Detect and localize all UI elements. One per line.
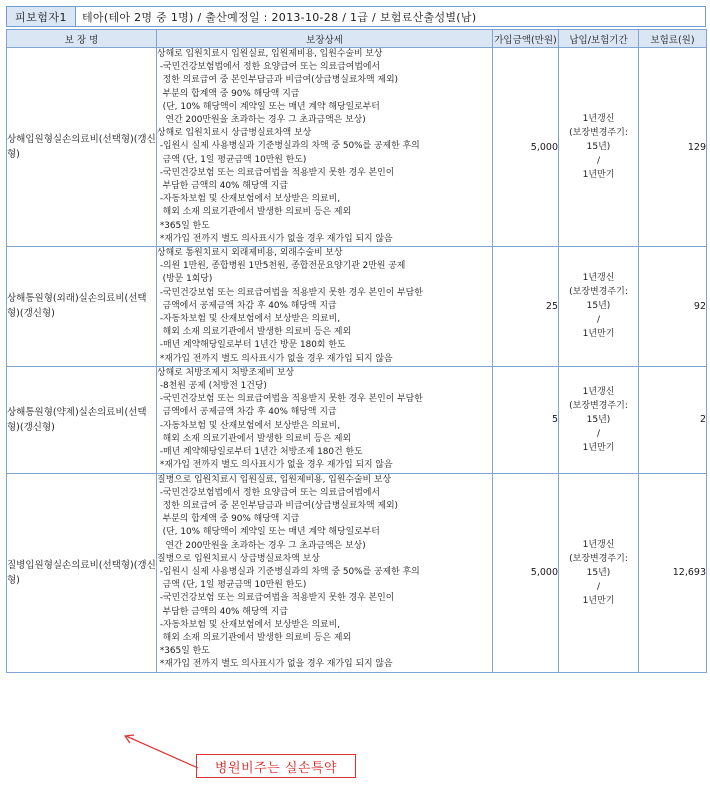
coverage-name: 상해입원형실손의료비(선택형)(갱신형)	[7, 48, 157, 247]
coverage-amount: 5	[493, 366, 559, 473]
column-header-coverage-name: 보 장 명	[7, 30, 157, 48]
coverage-period	[559, 48, 639, 247]
detail-line: -매년 계약해당일로부터 1년간 처방조제 180건 한도	[157, 447, 363, 458]
detail-line: 해외 소재 의료기관에서 발생한 의료비 등은 제외	[157, 433, 352, 444]
period-line: 1년갱신	[582, 114, 615, 125]
coverage-period	[559, 247, 639, 367]
table-row	[7, 247, 707, 367]
detail-line: 부담한 금액의 40% 해당액 지급	[157, 606, 288, 617]
coverage-detail	[157, 247, 493, 367]
insured-info: 테아(테아 2명 중 1명) / 출산예정일 : 2013-10-28 / 1급 / 보험료산출성별(남)	[82, 10, 477, 24]
detail-line: 연간 200만원을 초과하는 경우 그 초과금액은 보상)	[157, 540, 366, 551]
detail-line: *재가입 전까지 별도 의사표시가 없을 경우 재가입 되지 않음	[157, 353, 393, 364]
arrow-icon	[118, 730, 208, 780]
detail-line: -국민건강보험 또는 의료급여법을 적용받지 못한 경우 본인이	[157, 593, 395, 604]
detail-line: 정한 의료급여 중 본인부담금과 비급여(상급병실료차액 제외)	[157, 500, 399, 511]
coverage-amount: 5,000	[493, 473, 559, 672]
table-header-row	[7, 30, 707, 48]
coverage-period	[559, 473, 639, 672]
coverage-amount: 5,000	[493, 48, 559, 247]
coverage-premium: 129	[639, 48, 707, 247]
coverage-name: 상해통원형(약제)실손의료비(선택형)(갱신형)	[7, 366, 157, 473]
column-header-period: 납입/보험기간	[559, 30, 639, 48]
detail-line: 부분의 합계액 중 90% 해당액 지급	[157, 88, 300, 99]
detail-line: 부분의 합계액 중 90% 해당액 지급	[157, 514, 300, 525]
period-line: (보장변경주기:	[569, 400, 628, 411]
detail-line: 금액 (단, 1일 평균금액 10만원 한도)	[157, 154, 307, 165]
period-line: /	[596, 156, 601, 167]
detail-line: *재가입 전까지 별도 의사표시가 없을 경우 재가입 되지 않음	[157, 659, 393, 670]
coverage-document	[6, 6, 706, 673]
coverage-name: 상해통원형(외래)실손의료비(선택형)(갱신형)	[7, 247, 157, 367]
period-line: /	[596, 581, 601, 592]
period-line: (보장변경주기:	[569, 287, 628, 298]
detail-line: -국민건강보험 또는 의료급여법을 적용받지 못한 경우 본인이	[157, 167, 395, 178]
detail-line: -자동차보험 및 산재보험에서 보상받은 의료비,	[157, 314, 341, 325]
column-header-amount: 가입금액(만원)	[493, 30, 559, 48]
detail-line: -8천원 공제 (처방전 1건당)	[157, 381, 267, 392]
detail-line: 금액에서 공제금액 차감 후 40% 해당액 지급	[157, 300, 337, 311]
coverage-amount: 25	[493, 247, 559, 367]
coverage-detail	[157, 48, 493, 247]
period-line: 1년만기	[582, 595, 615, 606]
coverage-detail	[157, 366, 493, 473]
period-line: 1년갱신	[582, 386, 615, 397]
coverage-table	[6, 29, 707, 673]
detail-line: 금액 (단, 1일 평균금액 10만원 한도)	[157, 580, 307, 591]
detail-line: *재가입 전까지 별도 의사표시가 없을 경우 재가입 되지 않음	[157, 233, 393, 244]
detail-line: (단, 10% 해당액이 계약일 또는 매년 계약 해당일로부터	[157, 101, 380, 112]
column-header-premium: 보험료(원)	[639, 30, 707, 48]
detail-line: 질병으로 입원치료시 상급병실료차액 보상	[157, 553, 320, 564]
detail-line: -국민건강보험 또는 의료급여법을 적용받지 못한 경우 본인이 부담한	[157, 394, 423, 405]
period-line: 15년)	[586, 414, 611, 425]
detail-line: 연간 200만원을 초과하는 경우 그 초과금액은 보상)	[157, 115, 366, 126]
detail-line: -의원 1만원, 종합병원 1만5천원, 종합전문요양기관 2만원 공제	[157, 261, 406, 272]
annotation-note: 병원비주는 실손특약	[196, 754, 356, 778]
coverage-detail	[157, 473, 493, 672]
insured-header	[6, 6, 706, 27]
detail-line: -입원시 실제 사용병실과 기준병실과의 차액 중 50%를 공제한 후의	[157, 141, 420, 152]
detail-line: -자동차보험 및 산재보험에서 보상받은 의료비,	[157, 420, 341, 431]
period-line: 15년)	[586, 301, 611, 312]
coverage-premium: 92	[639, 247, 707, 367]
detail-line: -국민건강보험법에서 정한 요양급여 또는 의료급여법에서	[157, 62, 381, 73]
period-line: 1년갱신	[582, 539, 615, 550]
detail-line: 상해로 입원치료시 상급병실료차액 보상	[157, 128, 312, 139]
detail-line: 금액에서 공제금액 차감 후 40% 해당액 지급	[157, 407, 337, 418]
detail-line: 상해로 입원치료시 입원실료, 입원제비용, 입원수술비 보상	[157, 49, 383, 59]
detail-line: 부담한 금액의 40% 해당액 지급	[157, 181, 288, 192]
detail-line: -자동차보험 및 산재보험에서 보상받은 의료비,	[157, 619, 341, 630]
coverage-table-body	[7, 48, 707, 673]
period-line: /	[596, 315, 601, 326]
period-line: (보장변경주기:	[569, 128, 628, 139]
detail-line: *365일 한도	[157, 220, 210, 231]
period-line: 1년만기	[582, 442, 615, 453]
detail-line: *365일 한도	[157, 646, 210, 657]
coverage-name: 질병입원형실손의료비(선택형)(갱신형)	[7, 473, 157, 672]
detail-line: 해외 소재 의료기관에서 발생한 의료비 등은 제외	[157, 632, 352, 643]
detail-line: -입원시 실제 사용병실과 기준병실과의 차액 중 50%를 공제한 후의	[157, 566, 420, 577]
detail-line: 정한 의료급여 중 본인부담금과 비급여(상급병실료차액 제외)	[157, 75, 399, 86]
period-line: 1년만기	[582, 329, 615, 340]
detail-line: 해외 소재 의료기관에서 발생한 의료비 등은 제외	[157, 207, 352, 218]
detail-line: -매년 계약해당일로부터 1년간 방문 180회 한도	[157, 340, 346, 351]
detail-line: -국민건강보험법에서 정한 요양급여 또는 의료급여법에서	[157, 487, 381, 498]
insured-label: 피보험자1	[7, 7, 76, 26]
period-line: 1년갱신	[582, 273, 615, 284]
table-row	[7, 48, 707, 247]
detail-line: 상해로 통원치료시 외래제비용, 외래수술비 보상	[157, 248, 343, 259]
table-row	[7, 366, 707, 473]
detail-line: (단, 10% 해당액이 계약일 또는 매년 계약 해당일로부터	[157, 527, 380, 538]
detail-line: (방문 1회당)	[157, 274, 213, 285]
detail-line: 질병으로 입원치료시 입원실료, 입원제비용, 입원수술비 보상	[157, 474, 392, 485]
period-line: 15년)	[586, 142, 611, 153]
column-header-coverage-detail: 보장상세	[157, 30, 493, 48]
detail-line: -국민건강보험 또는 의료급여법을 적용받지 못한 경우 본인이 부담한	[157, 287, 423, 298]
detail-line: *재가입 전까지 별도 의사표시가 없을 경우 재가입 되지 않음	[157, 460, 393, 471]
period-line: 1년만기	[582, 170, 615, 181]
table-row	[7, 473, 707, 672]
coverage-period	[559, 366, 639, 473]
detail-line: 상해로 처방조제시 처방조제비 보상	[157, 367, 295, 378]
period-line: 15년)	[586, 567, 611, 578]
period-line: /	[596, 428, 601, 439]
detail-line: 해외 소재 의료기관에서 발생한 의료비 등은 제외	[157, 327, 352, 338]
detail-line: -자동차보험 및 산재보험에서 보상받은 의료비,	[157, 194, 341, 205]
coverage-premium: 12,693	[639, 473, 707, 672]
period-line: (보장변경주기:	[569, 553, 628, 564]
coverage-premium: 2	[639, 366, 707, 473]
